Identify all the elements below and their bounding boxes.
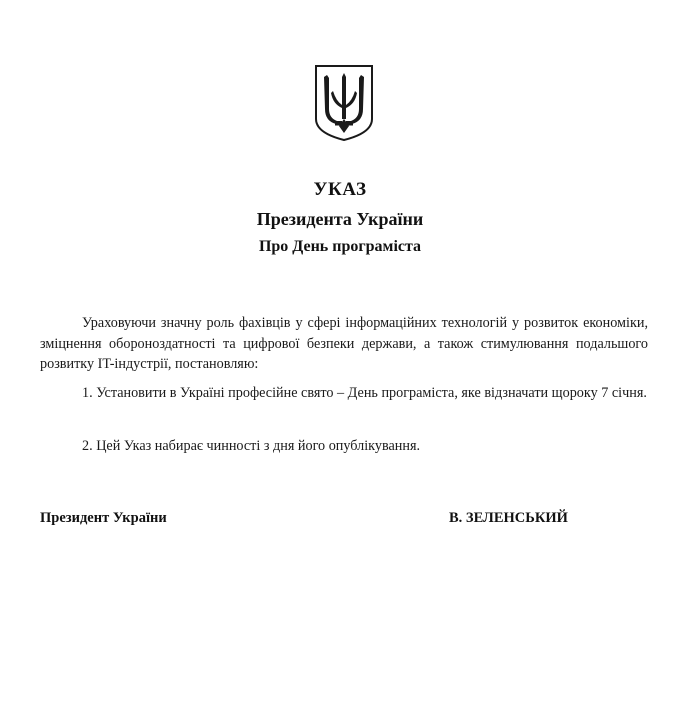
decree-issuer: Президента України [256, 209, 424, 229]
signature-title: Президент України [40, 510, 167, 526]
decree-title: УКАЗ [313, 179, 367, 200]
decree-item-2: 2. Цей Указ набирає чинності з дня його опублікування. [82, 438, 421, 454]
trident-coat-of-arms-icon [312, 63, 376, 143]
signature-name: В. ЗЕЛЕНСЬКИЙ [449, 510, 568, 526]
decree-preamble: Ураховуючи значну роль фахівців у сфері інформаційних технологій у розвиток економіки, зміцнення обороноздатності та цифрової безпеки держави, а також стимулювання подальшого розвитку IT-індустрії, постановляю: [40, 315, 648, 372]
decree-item-1: 1. Установити в Україні професійне свято – День програміста, яке відзначати щороку 7 січня. [82, 385, 647, 401]
decree-subject: Про День програміста [258, 238, 422, 255]
